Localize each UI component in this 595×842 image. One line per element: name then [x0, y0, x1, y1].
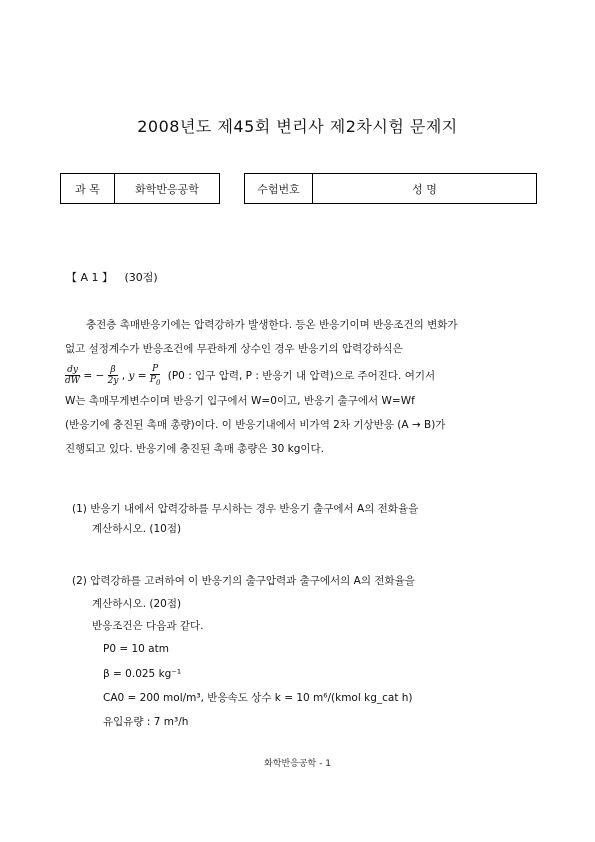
- intro-equation-line: [65, 364, 435, 388]
- intro-line-2: 없고 설정계수가 반응조건에 무관하게 상수인 경우 반응기의 압력강하식은: [65, 343, 403, 355]
- page-footer: 화학반응공학 - 1: [264, 759, 331, 769]
- section-points: (30점): [124, 271, 158, 284]
- condition-inlet-pressure: P0 = 10 atm: [103, 643, 169, 655]
- condition-concentration-rate: CA0 = 200 mol/m³, 반응속도 상수 k = 10 m⁶/(kmol kg_cat h): [103, 692, 413, 704]
- question-2-line-2: 계산하시오. (20점): [92, 598, 182, 610]
- question-1-line-1: (1) 반응기 내에서 압력강하를 무시하는 경우 반응기 출구에서 A의 전화율을: [72, 503, 419, 515]
- subject-value: 화학반응공학: [135, 182, 199, 196]
- question-2-line-1: (2) 압력강하를 고려하여 이 반응기의 출구압력과 출구에서의 A의 전화율을: [72, 575, 415, 587]
- pressure-drop-equation: $\frac{dy}{dW}$ = − $\frac{\beta}{2y}$ , y = $\frac{P}{P_0}$: [65, 364, 161, 387]
- exam-number-label: 수험번호: [257, 182, 300, 196]
- intro-line-6: 진행되고 있다. 반응기에 충진된 촉매 총량은 30 kg이다.: [65, 443, 325, 455]
- question-1-line-2: 계산하시오. (10점): [92, 523, 182, 535]
- intro-line-4: W는 촉매무게변수이며 반응기 입구에서 W=0이고, 반응기 출구에서 W=Wf: [65, 395, 415, 407]
- condition-beta: β = 0.025 kg⁻¹: [103, 668, 182, 680]
- name-label: 성 명: [412, 182, 437, 196]
- condition-flow-rate: 유입유량 : 7 m³/h: [103, 716, 189, 728]
- conditions-title: 반응조건은 다음과 같다.: [92, 620, 204, 632]
- intro-line-1: 충전층 촉매반응기에는 압력강하가 발생한다. 등온 반응기이며 반응조건의 변화가: [86, 319, 458, 331]
- examinee-box: [244, 173, 537, 204]
- subject-box: [60, 173, 220, 204]
- section-label: 【 A 1 】: [66, 271, 114, 284]
- section-header: [66, 269, 158, 285]
- intro-line-5: (반응기에 충진된 촉매 총량)이다. 이 반응기내에서 비가역 2차 기상반응 (A → B)가: [65, 419, 446, 431]
- subject-label: 과 목: [75, 182, 100, 196]
- equation-description: (P0 : 입구 압력, P : 반응기 내 압력)으로 주어진다. 여기서: [167, 369, 436, 382]
- page-title: 2008년도 제45회 변리사 제2차시험 문제지: [137, 117, 458, 136]
